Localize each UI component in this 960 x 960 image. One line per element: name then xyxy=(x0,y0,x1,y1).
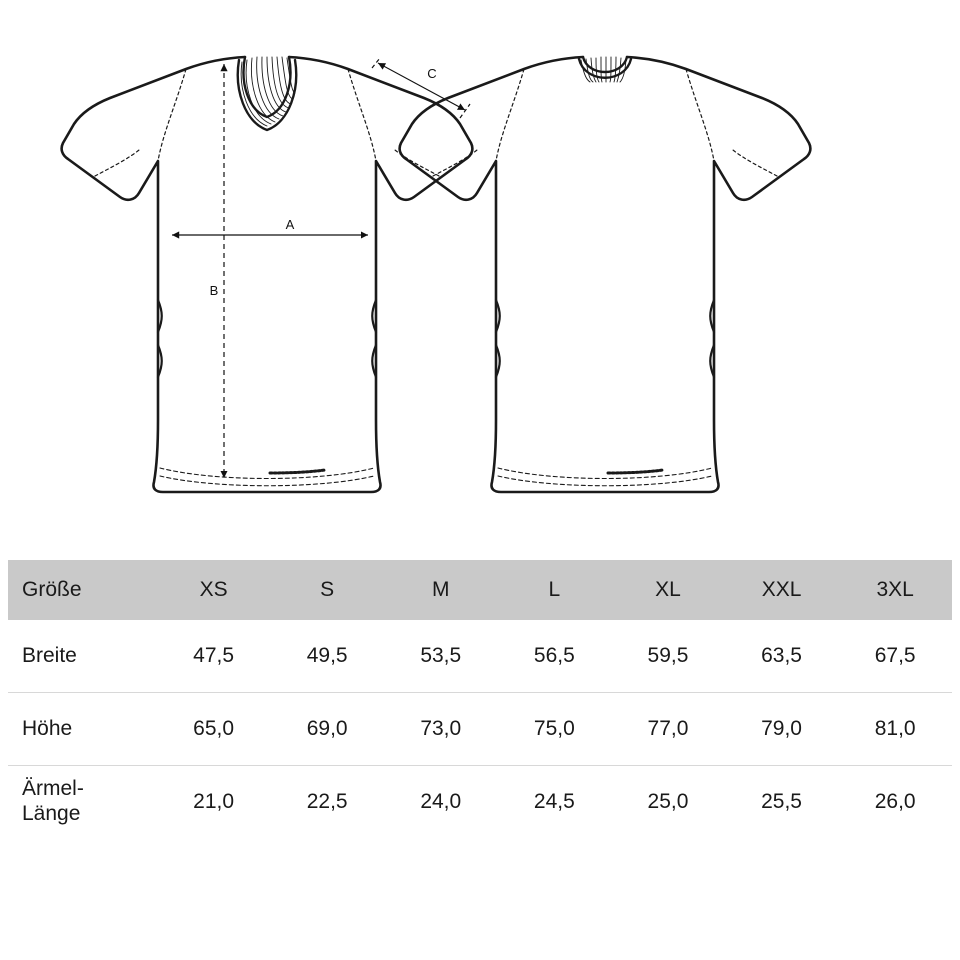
cell-breite-s: 49,5 xyxy=(306,644,348,667)
measurement-label-c xyxy=(427,66,436,81)
measurement-label-a xyxy=(286,217,295,232)
table-row xyxy=(8,620,952,693)
size-table-body xyxy=(8,620,952,838)
table-row xyxy=(8,766,952,839)
cell-breite-3xl: 67,5 xyxy=(874,644,916,667)
measurement-label-b xyxy=(210,283,219,298)
cell-aermel-s: 22,5 xyxy=(306,790,348,813)
back-view xyxy=(400,57,811,492)
table-row xyxy=(8,693,952,766)
cell-hoehe-m: 73,0 xyxy=(420,717,462,740)
row-label-breite: Breite xyxy=(22,644,77,667)
table-header-row xyxy=(8,560,952,620)
cell-hoehe-xs: 65,0 xyxy=(193,717,235,740)
header-cell-l: L xyxy=(498,560,612,620)
row-label-aermellaenge xyxy=(8,766,157,839)
size-table-head xyxy=(8,560,952,620)
cell-breite-xs: 47,5 xyxy=(193,644,235,667)
row-label-line2: Länge xyxy=(22,802,81,825)
label-c-text: C xyxy=(427,66,437,81)
row-label-line1: Ärmel- xyxy=(22,777,84,801)
header-cell-3xl: 3XL xyxy=(838,560,952,620)
cell-breite-xxl: 63,5 xyxy=(761,644,802,667)
size-table-container xyxy=(8,560,952,838)
row-label-hoehe: Höhe xyxy=(22,717,73,740)
measurement-arrows xyxy=(172,58,470,478)
cell-hoehe-l: 75,0 xyxy=(533,717,575,740)
header-cell-xxl: XXL xyxy=(725,560,839,620)
cell-hoehe-3xl: 81,0 xyxy=(874,717,916,740)
cell-breite-xl: 59,5 xyxy=(647,644,689,667)
header-cell-xl: XL xyxy=(611,560,725,620)
cell-hoehe-s: 69,0 xyxy=(306,717,348,740)
cell-aermel-m: 24,0 xyxy=(420,790,462,813)
header-cell-xs: XS xyxy=(157,560,271,620)
cell-hoehe-xxl: 79,0 xyxy=(761,717,802,740)
cell-breite-l: 56,5 xyxy=(533,644,575,667)
cell-aermel-xxl: 25,5 xyxy=(761,790,802,813)
cell-breite-m: 53,5 xyxy=(420,644,462,667)
cell-aermel-l: 24,5 xyxy=(533,790,575,813)
cell-aermel-xs: 21,0 xyxy=(193,790,235,813)
size-table xyxy=(8,560,952,838)
header-cell-m: M xyxy=(384,560,498,620)
label-b-text: B xyxy=(209,283,219,298)
cell-hoehe-xl: 77,0 xyxy=(647,717,689,740)
header-cell-s: S xyxy=(270,560,384,620)
header-cell-groesse: Größe xyxy=(8,560,157,620)
label-a-text: A xyxy=(285,217,295,232)
cell-aermel-xl: 25,0 xyxy=(647,790,689,813)
front-view xyxy=(62,57,473,492)
cell-aermel-3xl: 26,0 xyxy=(874,790,916,813)
